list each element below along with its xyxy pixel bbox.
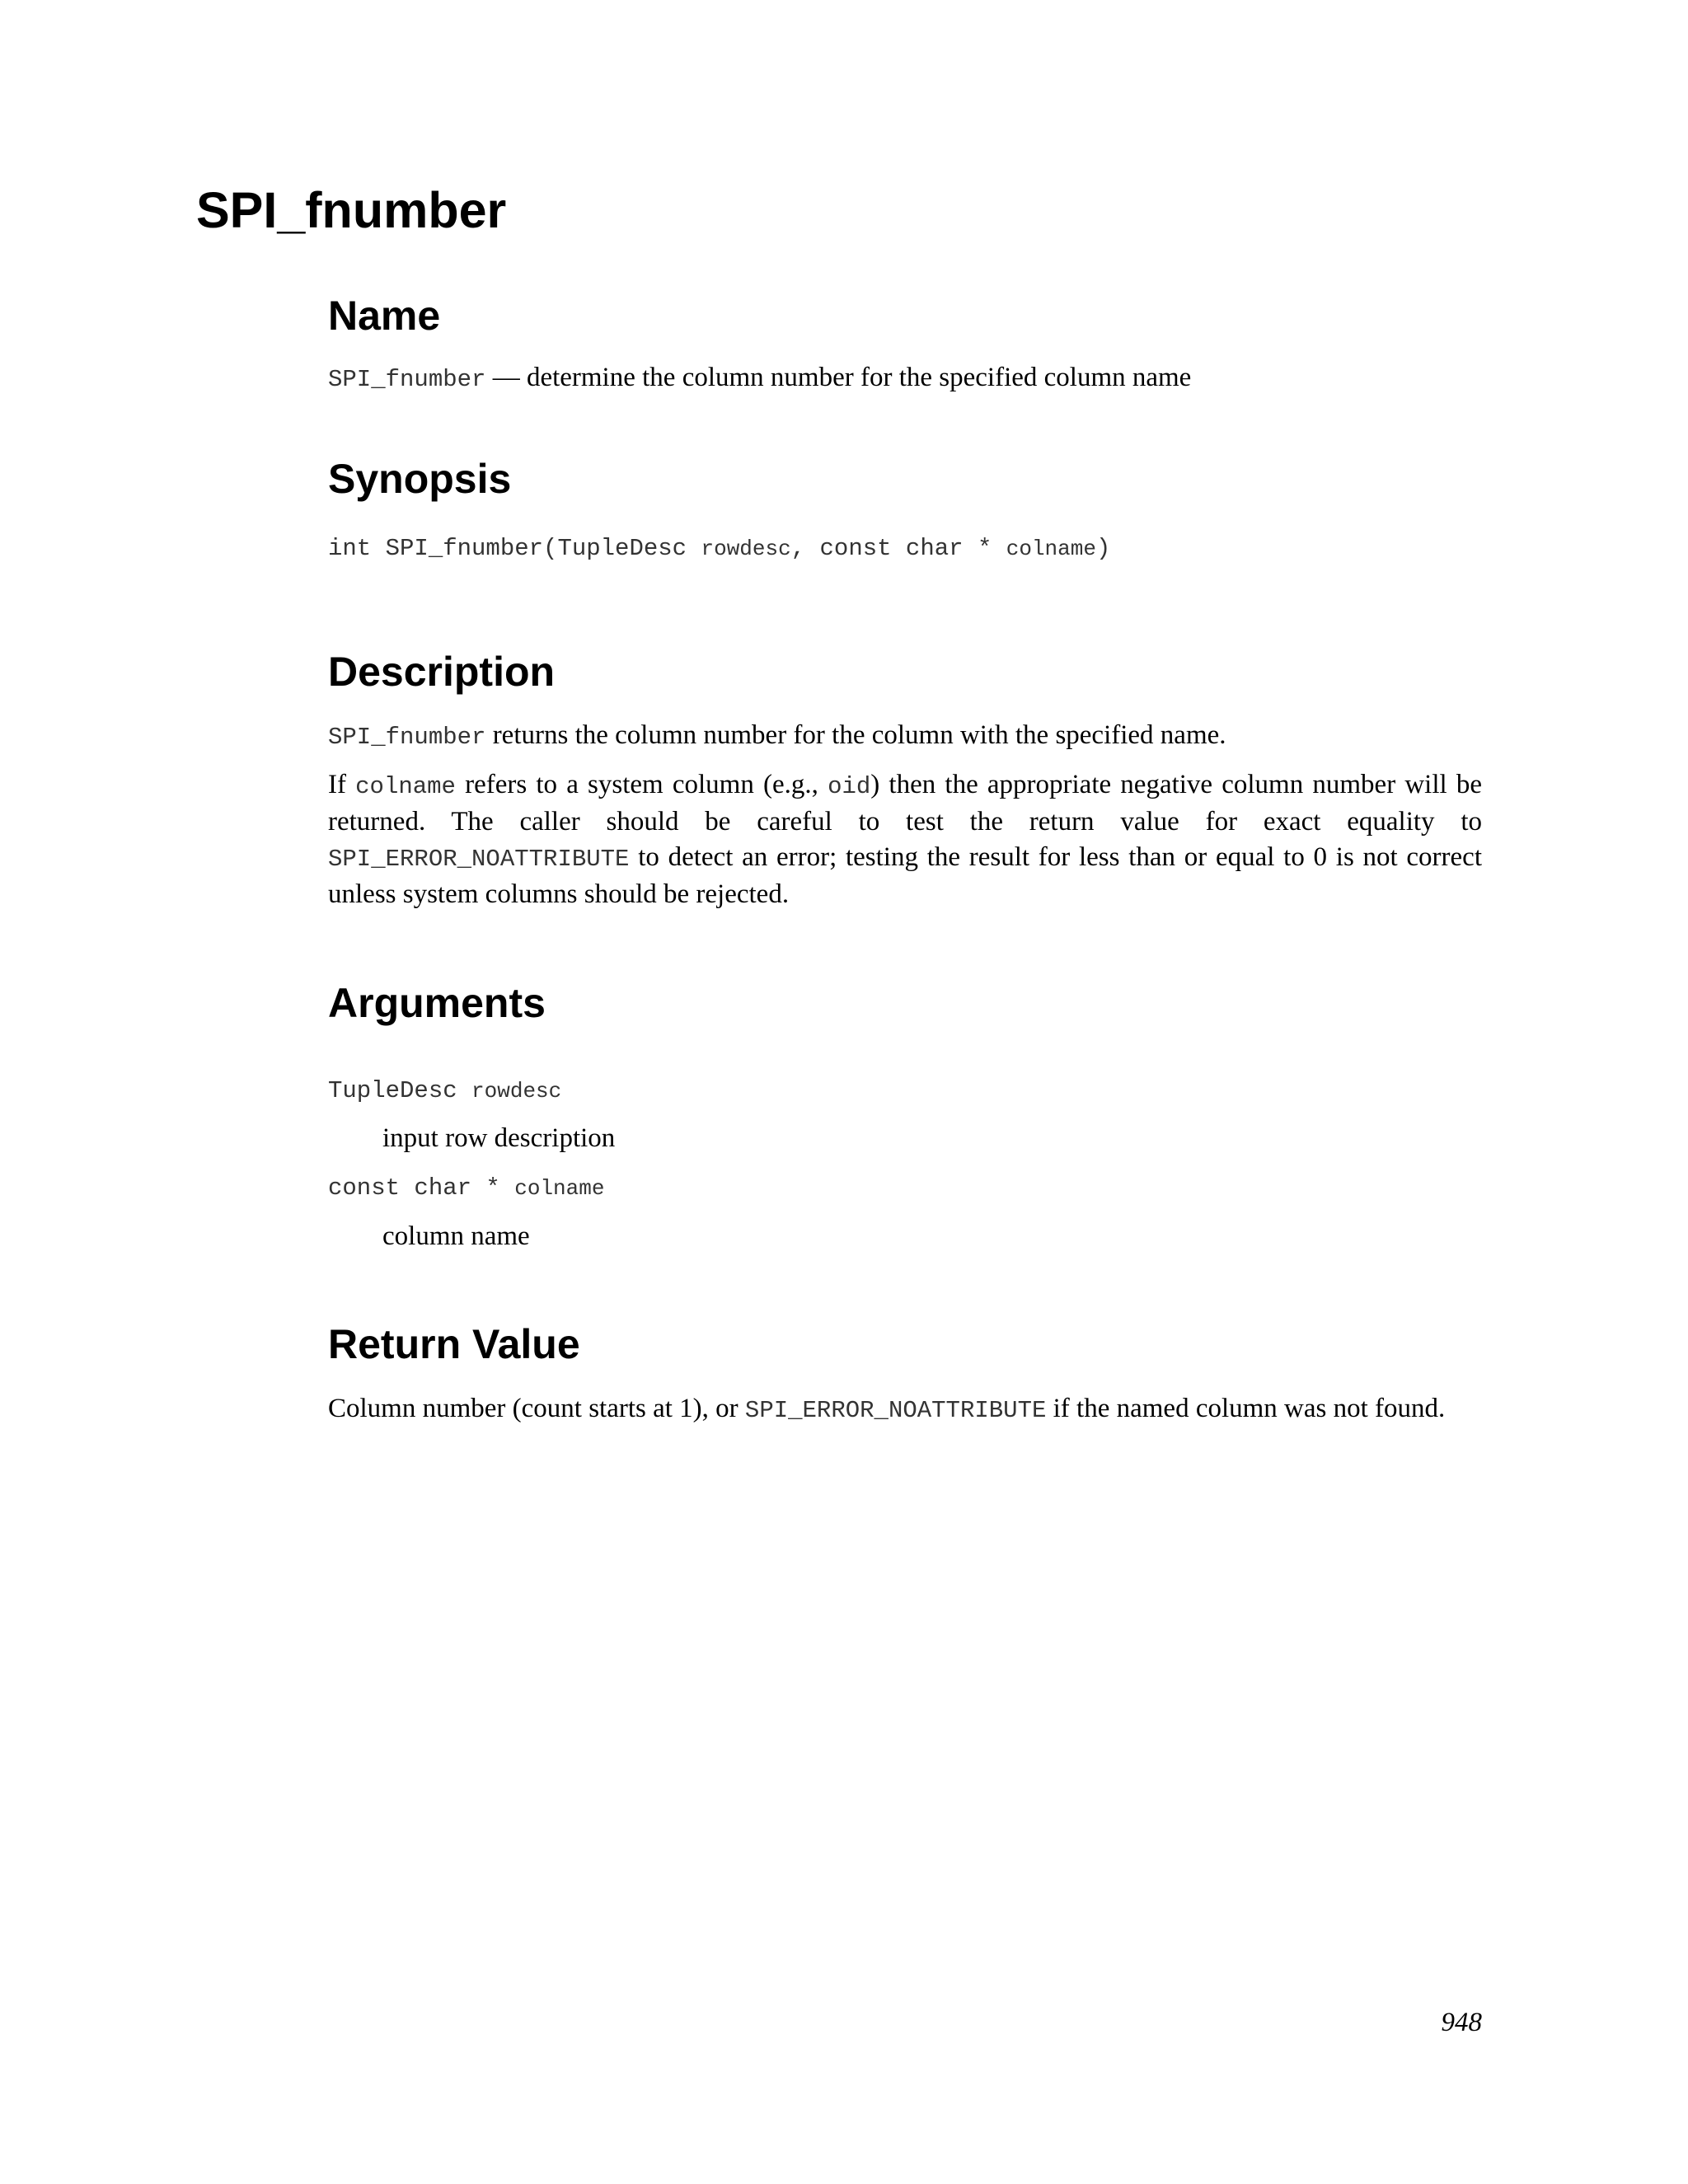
argument-term [328,1170,604,1207]
synopsis-param: rowdesc [701,537,791,561]
para-text: ) then the appropriate negative column number will be returned. The caller should be careful to test the return value for exact equality to [328,770,1482,837]
para-text: Column number (count starts at 1), or [328,1394,745,1423]
return-value-text [328,1391,1445,1428]
page-number: 948 [1441,2008,1482,2037]
para-text: to detect an error; testing the result for less than or equal to 0 is not correct unless system columns should be rejected. [328,842,1482,909]
return-value-heading: Return Value [328,1321,580,1367]
description-para-2 [328,767,1482,912]
param-ref: colname [355,773,456,800]
argument-type: TupleDesc [328,1077,472,1104]
argument-name: colname [514,1176,605,1201]
name-heading: Name [328,293,441,339]
description-para-1 [328,718,1226,755]
summary-text: — determine the column number for the specified column name [485,363,1192,392]
function-name: SPI_fnumber [328,366,486,393]
argument-description: column name [382,1221,530,1251]
synopsis-heading: Synopsis [328,456,512,502]
argument-name: rowdesc [471,1079,562,1104]
argument-type: const char * [328,1174,515,1202]
error-constant: SPI_ERROR_NOATTRIBUTE [744,1397,1047,1424]
para-text: if the named column was not found. [1046,1394,1446,1423]
column-ref: oid [828,773,871,800]
function-name: SPI_fnumber [328,724,486,751]
synopsis-param: colname [1006,537,1096,561]
page-title: SPI_fnumber [196,182,507,238]
argument-description: input row description [382,1123,616,1153]
description-heading: Description [328,649,556,695]
name-summary [328,360,1191,397]
para-text: refers to a system column (e.g., [455,770,828,799]
synopsis-code [328,531,1110,567]
para-text: returns the column number for the column with the specified name. [485,720,1226,750]
synopsis-part: int SPI_fnumber(TupleDesc [328,535,701,562]
argument-term [328,1073,561,1109]
synopsis-part: ) [1095,535,1111,562]
error-constant: SPI_ERROR_NOATTRIBUTE [328,846,630,873]
synopsis-part: , const char * [790,535,1006,562]
para-text: If [328,770,356,799]
arguments-heading: Arguments [328,980,546,1026]
